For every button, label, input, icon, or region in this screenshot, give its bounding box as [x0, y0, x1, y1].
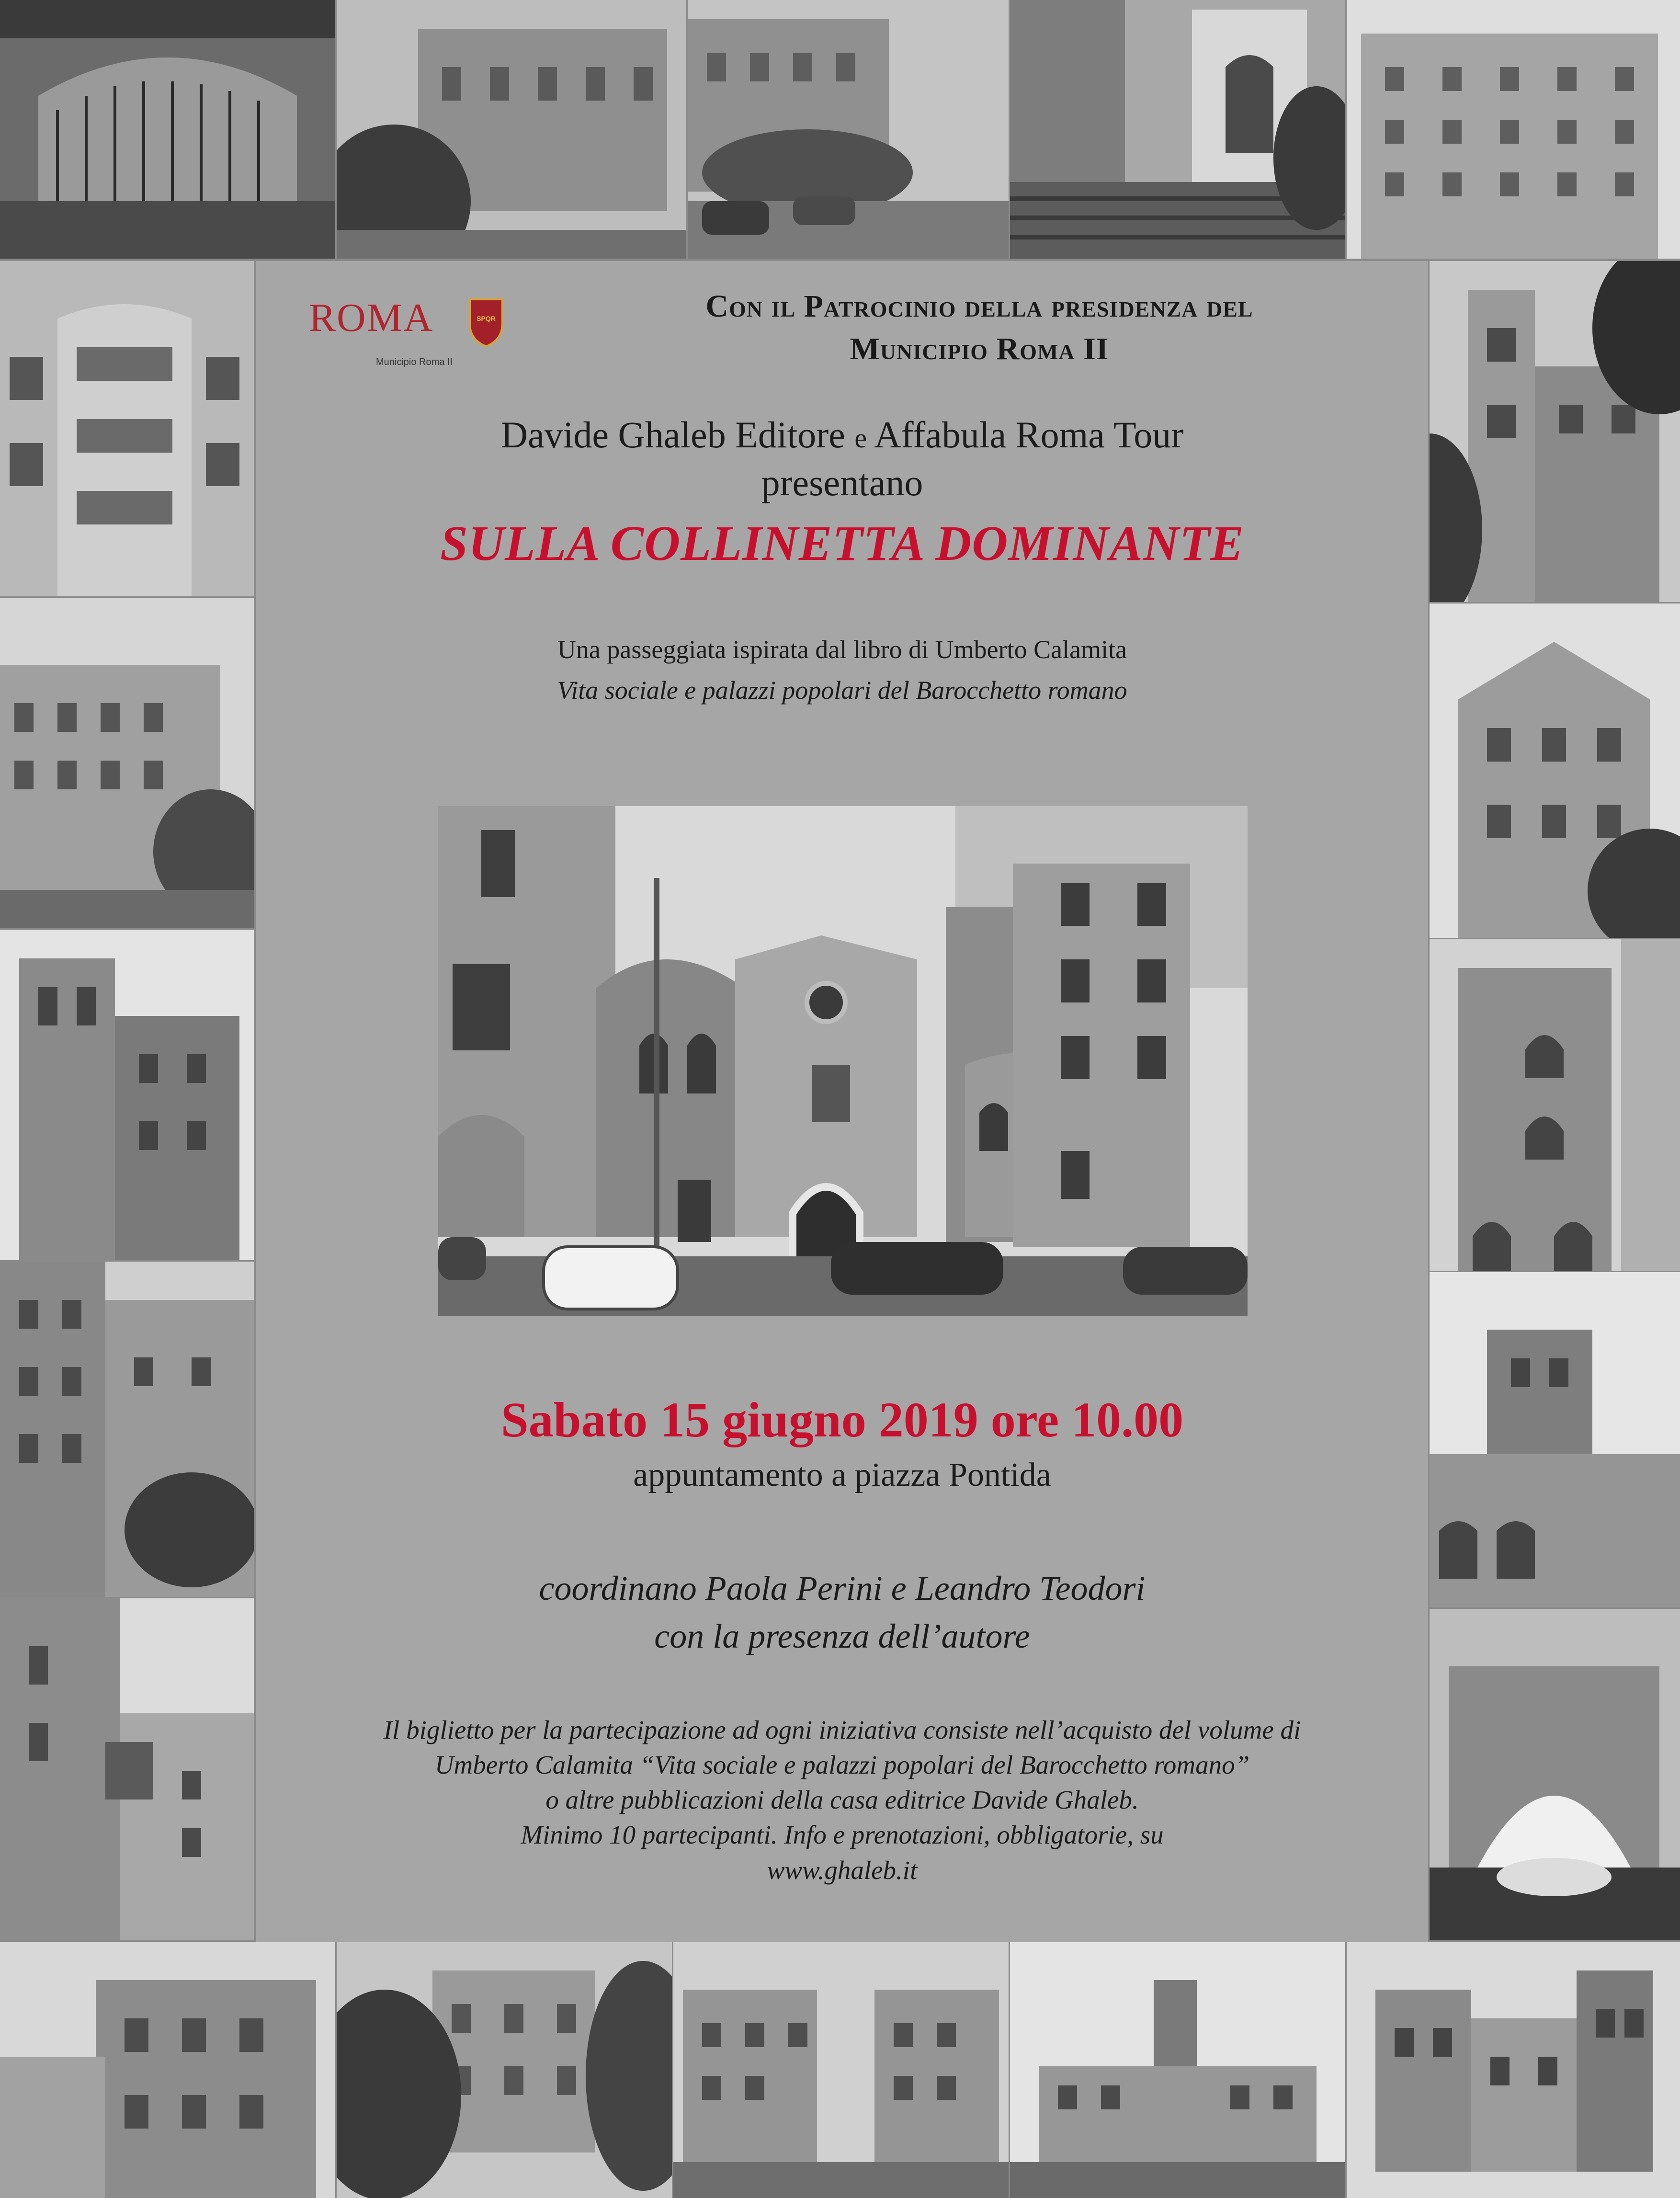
- photo-arch-bridge: [1430, 1609, 1680, 1940]
- photo-tall-facade: [0, 1262, 254, 1597]
- patronage-line-2: Municipio Roma II: [850, 331, 1109, 367]
- subtitle-book-title: Vita sociale e palazzi popolari del Barocchetto romano: [557, 676, 1127, 705]
- svg-text:SPQR: SPQR: [477, 315, 496, 322]
- info-line-2: Umberto Calamita “Vita sociale e palazzi popolari del Barocchetto romano”: [434, 1750, 1250, 1780]
- patronage-heading: [563, 285, 1396, 370]
- photo-tower-building: [0, 930, 254, 1260]
- photo-arched-tower: [1430, 1272, 1680, 1607]
- presenters-verb: presentano: [761, 462, 923, 503]
- subtitle-line-1: Una passeggiata ispirata dal libro di Umberto Calamita: [557, 635, 1127, 664]
- roma-logo-word: ROMA: [309, 296, 434, 340]
- photo-piazza-clocktower: [1010, 1942, 1345, 2198]
- photo-building-trees: [337, 0, 686, 259]
- website-link[interactable]: www.ghaleb.it: [767, 1855, 918, 1885]
- photo-palazzo-trees: [337, 1942, 672, 2198]
- roma-logo-caption: Municipio Roma II: [376, 357, 453, 367]
- roma-logo: [309, 290, 529, 386]
- photo-twin-palazzi: [673, 1942, 1009, 2198]
- photo-loggia-house: [0, 1598, 254, 1940]
- photo-steps-doorway: [1010, 0, 1345, 259]
- coordinators-line-2: con la presenza dell’autore: [654, 1617, 1030, 1655]
- photo-tower-trees: [1430, 261, 1680, 602]
- info-line-3: o altre pubblicazioni della casa editrice Davide Ghaleb.: [545, 1785, 1139, 1815]
- info-line-1: Il biglietto per la partecipazione ad ogni iniziativa consiste nell’acquisto del volume di: [383, 1715, 1301, 1744]
- photo-castle-palazzo: [1347, 1942, 1680, 2198]
- photo-street-building: [0, 598, 254, 928]
- patronage-line-1: Con il Patrocinio della presidenza del: [705, 289, 1253, 324]
- presenters-line: [256, 413, 1428, 456]
- photo-red-villa: [0, 1942, 335, 2198]
- event-date-time: Sabato 15 giugno 2019 ore 10.00: [500, 1392, 1184, 1447]
- photo-street-cars: [688, 0, 1009, 259]
- photo-gate-courtyard: [0, 0, 335, 259]
- photo-curved-wall: [1430, 939, 1680, 1271]
- info-line-4: Minimo 10 partecipanti. Info e prenotazioni, obbligatorie, su: [521, 1820, 1164, 1850]
- event-meeting-point: appuntamento a piazza Pontida: [633, 1457, 1051, 1493]
- info-paragraph: [256, 1712, 1428, 1888]
- coordinators-line-1: coordinano Paola Perini e Leandro Teodori: [539, 1569, 1146, 1607]
- photo-baroque-gable: [1430, 604, 1680, 938]
- photo-curved-balconies: [0, 261, 254, 596]
- event-title: SULLA COLLINETTA DOMINANTE: [440, 516, 1244, 571]
- content-panel: [256, 261, 1428, 1942]
- main-photo-piazza-buildings: [438, 806, 1248, 1316]
- editor-name: Davide Ghaleb Editore: [500, 414, 845, 456]
- photo-corner-palazzo: [1347, 0, 1680, 259]
- tour-name: Affabula Roma Tour: [874, 414, 1184, 456]
- roma-shield-icon: [467, 295, 505, 347]
- presenters-conjunction: e: [854, 422, 867, 454]
